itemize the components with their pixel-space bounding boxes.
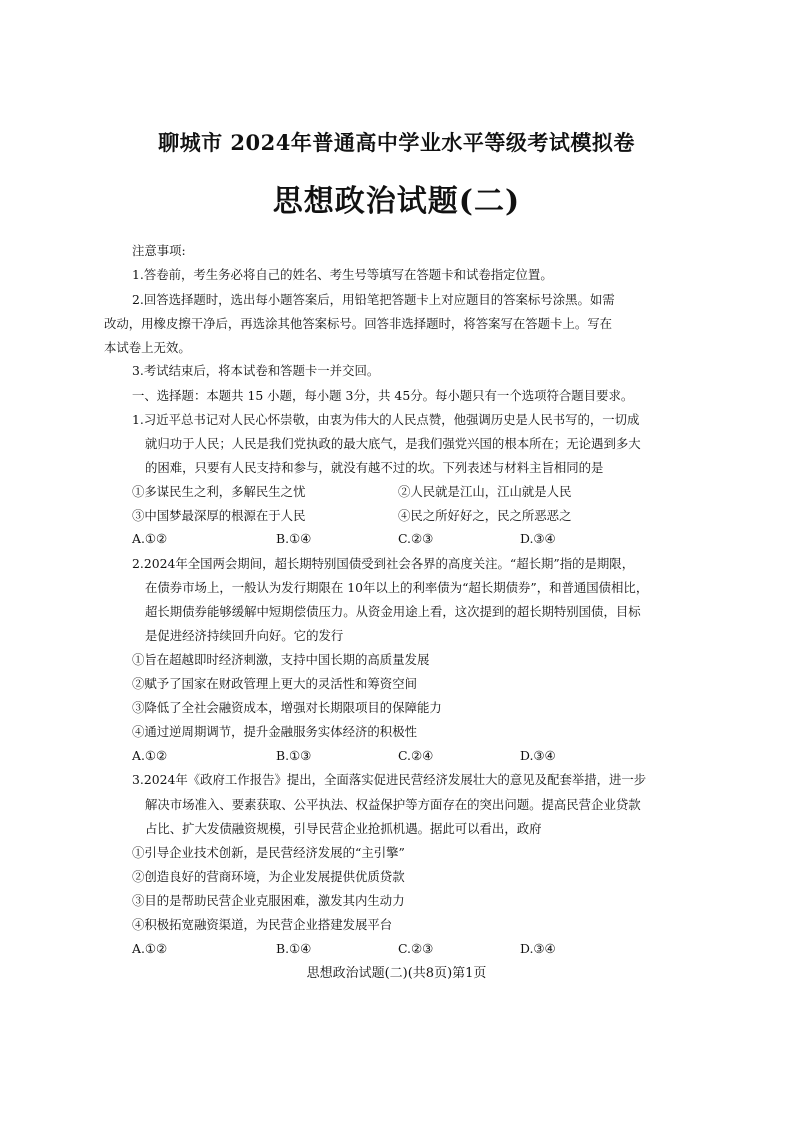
q2-option-c: C.②④: [398, 748, 434, 763]
subject-title: 思想政治试题(二): [272, 184, 521, 219]
q3-statement-4: ④积极拓宽融资渠道，为民营企业搭建发展平台: [132, 917, 393, 932]
q1-statement-1: ①多谋民生之利，多解民生之忧: [132, 484, 306, 499]
q1-statement-4: ④民之所好好之，民之所恶恶之: [398, 508, 572, 523]
q3-statement-3: ③目的是帮助民营企业克服困难，激发其内生动力: [132, 893, 405, 908]
page-footer: 思想政治试题(二)(共8页)第1页: [306, 966, 487, 981]
q1-statement-2: ②人民就是江山，江山就是人民: [398, 484, 572, 499]
notice-heading: 注意事项:: [132, 243, 186, 258]
q3-option-b: B.①④: [276, 941, 312, 956]
q2-statement-3: ③降低了全社会融资成本，增强对长期限项目的保障能力: [132, 700, 442, 715]
q3-statement-2: ②创造良好的营商环境，为企业发展提供优质贷款: [132, 869, 405, 884]
q1-option-a: A.①②: [132, 531, 168, 546]
q2-statement-4: ④通过逆周期调节，提升金融服务实体经济的积极性: [132, 724, 417, 739]
q1-option-c: C.②③: [398, 531, 434, 546]
q1-statement-3: ③中国梦最深厚的根源在于人民: [132, 508, 306, 523]
notice-item-1: 1.答卷前，考生务必将自己的姓名、考生号等填写在答题卡和试卷指定位置。: [132, 267, 553, 282]
section-intro: 一、选择题：本题共 15 小题，每小题 3分，共 45分。每小题只有一个选项符合题目要求。: [132, 388, 634, 403]
q2-stem-line-1: 2.2024年全国两会期间，超长期特别国债受到社会各界的高度关注。“超长期”指的是期限，: [132, 556, 635, 571]
q2-statement-1: ①旨在超越即时经济刺激，支持中国长期的高质量发展: [132, 652, 430, 667]
notice-item-2b: 改动，用橡皮擦干净后，再选涂其他答案标号。回答非选择题时，将答案写在答题卡上。写在: [104, 316, 613, 331]
q1-option-b: B.①④: [276, 531, 312, 546]
q3-option-c: C.②③: [398, 941, 434, 956]
q2-statement-2: ②赋予了国家在财政管理上更大的灵活性和筹资空间: [132, 676, 417, 691]
q1-option-d: D.③④: [520, 531, 556, 546]
q3-statement-1: ①引导企业技术创新，是民营经济发展的“主引擎”: [132, 845, 405, 860]
exam-title: 聊城市 2024年普通高中学业水平等级考试模拟卷: [158, 130, 635, 155]
q1-stem-line-2: 就归功于人民；人民是我们党执政的最大底气，是我们强党兴国的根本所在；无论遇到多大: [145, 436, 641, 451]
notice-item-2c: 本试卷上无效。: [104, 340, 191, 355]
q3-stem-line-1: 3.2024年《政府工作报告》提出，全面落实促进民营经济发展壮大的意见及配套举措，进一步: [132, 772, 647, 787]
q1-stem-line-3: 的困难，只要有人民支持和参与，就没有越不过的坎。下列表述与材料主旨相同的是: [145, 460, 604, 475]
q1-stem-line-1: 1.习近平总书记对人民心怀崇敬，由衷为伟大的人民点赞，他强调历史是人民书写的，一切成: [132, 412, 640, 427]
q3-option-a: A.①②: [132, 941, 168, 956]
notice-item-2a: 2.回答选择题时，选出每小题答案后，用铅笔把答题卡上对应题目的答案标号涂黑。如需: [132, 292, 615, 307]
q3-stem-line-2: 解决市场准入、要素获取、公平执法、权益保护等方面存在的突出问题。提高民营企业贷款: [145, 797, 641, 812]
q2-option-d: D.③④: [520, 748, 556, 763]
q2-option-b: B.①③: [276, 748, 312, 763]
q2-stem-line-2: 在债券市场上，一般认为发行期限在 10年以上的利率债为“超长期债券”，和普通国债相比，: [145, 580, 649, 595]
q3-option-d: D.③④: [520, 941, 556, 956]
notice-item-3: 3.考试结束后，将本试卷和答题卡一并交回。: [132, 363, 380, 378]
q2-stem-line-3: 超长期债券能够缓解中短期偿债压力。从资金用途上看，这次提到的超长期特别国债，目标: [145, 604, 641, 619]
q3-stem-line-3: 占比、扩大发债融资规模，引导民营企业抢抓机遇。据此可以看出，政府: [145, 821, 542, 836]
q2-stem-line-4: 是促进经济持续回升向好。它的发行: [145, 628, 344, 643]
q2-option-a: A.①②: [132, 748, 168, 763]
